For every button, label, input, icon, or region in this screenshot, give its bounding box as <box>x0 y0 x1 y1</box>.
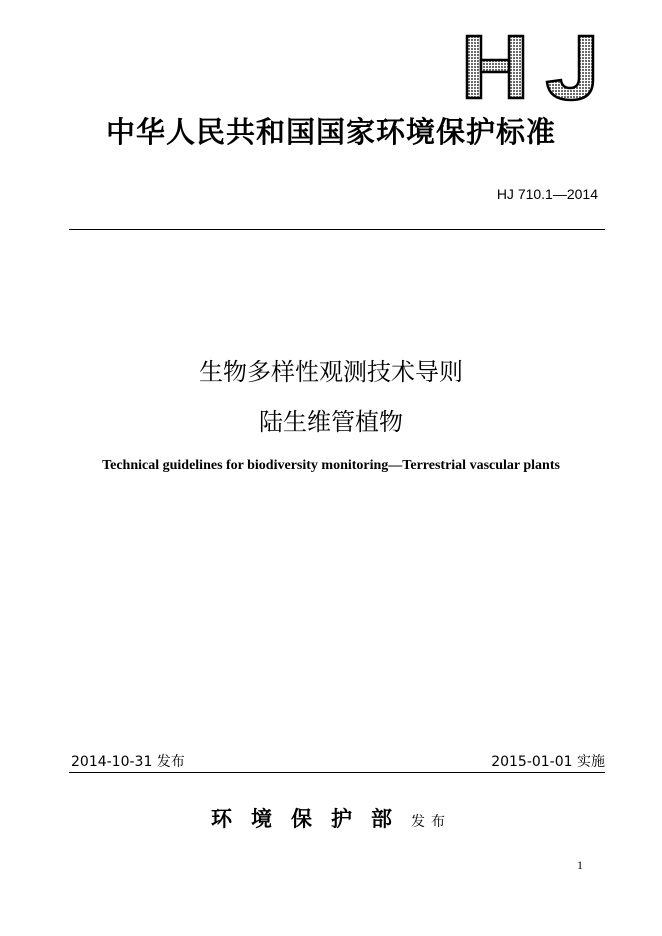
page-number: 1 <box>577 858 583 872</box>
issue-date: 2014-10-31 发布 <box>71 754 185 770</box>
title-english: Technical guidelines for biodiversity monitoring—Terrestrial vascular plants <box>102 458 560 473</box>
publisher-line <box>0 803 662 833</box>
bottom-divider <box>69 772 605 773</box>
publisher-action: 发布 <box>411 814 451 830</box>
logo-letter-j <box>547 36 593 100</box>
standard-number: HJ 710.1—2014 <box>496 186 598 202</box>
logo-letter-h <box>467 36 523 98</box>
implementation-date: 2015-01-01 实施 <box>491 754 605 770</box>
publisher-name: 环境保护部 <box>211 806 411 831</box>
title-main-cn: 生物多样性观测技术导则 <box>199 358 463 386</box>
hj-logo <box>459 30 599 104</box>
agency-title: 中华人民共和国国家环境保护标准 <box>105 115 556 149</box>
title-sub-cn: 陆生维管植物 <box>259 408 403 436</box>
top-divider <box>69 229 605 230</box>
